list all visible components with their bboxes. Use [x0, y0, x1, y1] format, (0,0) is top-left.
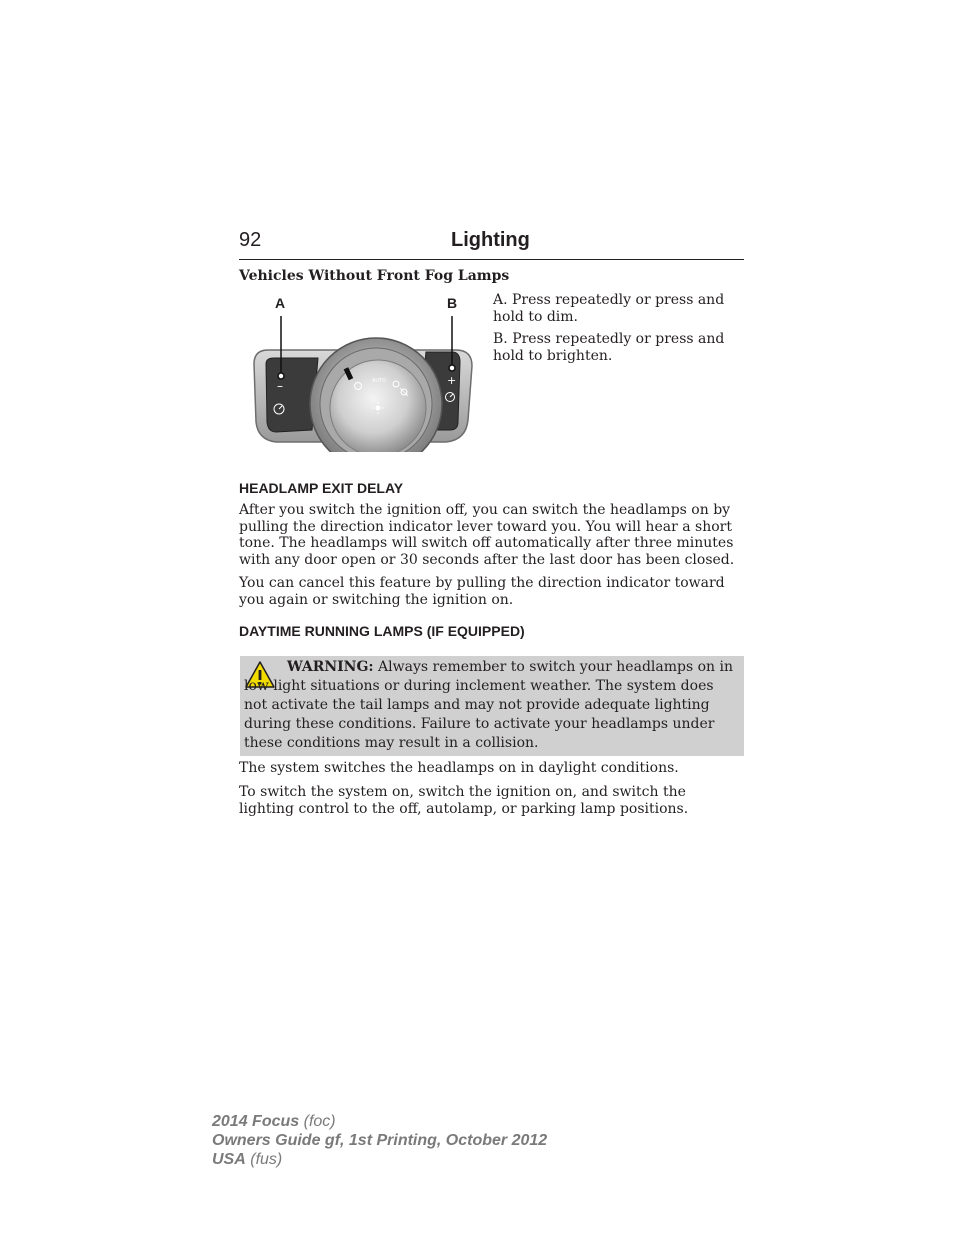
figure-captions: [493, 292, 743, 370]
callout-label-a: A: [275, 295, 286, 311]
lighting-control-figure: [246, 292, 478, 452]
headlamp-exit-delay-paragraph-2: You can cancel this feature by pulling the direction indicator toward you again or switching the ignition on.: [239, 575, 725, 608]
footer-guide: Owners Guide gf, 1st Printing, October 2012: [212, 1132, 548, 1149]
brighten-symbol: +: [447, 374, 457, 387]
warning-box: [240, 656, 744, 756]
daytime-running-lamps-paragraph-1: The system switches the headlamps on in daylight conditions.: [239, 760, 679, 776]
headlamp-exit-delay-paragraph-1: After you switch the ignition off, you can switch the headlamps on by pulling the direction indicator lever toward you. You will hear a short tone. The headlamps will switch off automatically after three minutes with any door open or 30 seconds after the last door has been closed.: [239, 502, 735, 568]
warning-body: Always remember to switch your headlamps on in low light situations or during inclement weather. The system does not activate the tail lamps and may not provide adequate lighting during these conditions. Failure to activate your headlamps under these conditions may result in a collision.: [244, 659, 733, 751]
svg-text:AUTO: AUTO: [372, 378, 387, 384]
section-title-headlamp-exit-delay: HEADLAMP EXIT DELAY: [239, 480, 404, 496]
section-title-daytime-running-lamps: DAYTIME RUNNING LAMPS (IF EQUIPPED): [239, 623, 525, 639]
warning-text: [244, 658, 740, 753]
footer-model-code: (foc): [303, 1113, 336, 1130]
caption-a: A. Press repeatedly or press and hold to dim.: [493, 292, 725, 325]
dim-symbol: –: [277, 379, 283, 393]
footer-region-code: (fus): [250, 1151, 283, 1168]
page-footer: [212, 1112, 547, 1169]
page-number: 92: [239, 229, 262, 251]
caption-b: B. Press repeatedly or press and hold to brighten.: [493, 331, 725, 364]
callout-label-b: B: [447, 295, 458, 311]
page-header: [239, 229, 744, 260]
warning-label: WARNING:: [287, 659, 374, 675]
lighting-control-illustration: [246, 292, 478, 452]
page-title: Lighting: [451, 229, 530, 251]
figure-subheading: Vehicles Without Front Fog Lamps: [239, 268, 510, 284]
daytime-running-lamps-paragraph-2: To switch the system on, switch the ignition on, and switch the lighting control to the off, autolamp, or parking lamp positions.: [239, 784, 689, 817]
footer-region: USA: [212, 1151, 246, 1168]
footer-model: 2014 Focus: [212, 1113, 300, 1130]
